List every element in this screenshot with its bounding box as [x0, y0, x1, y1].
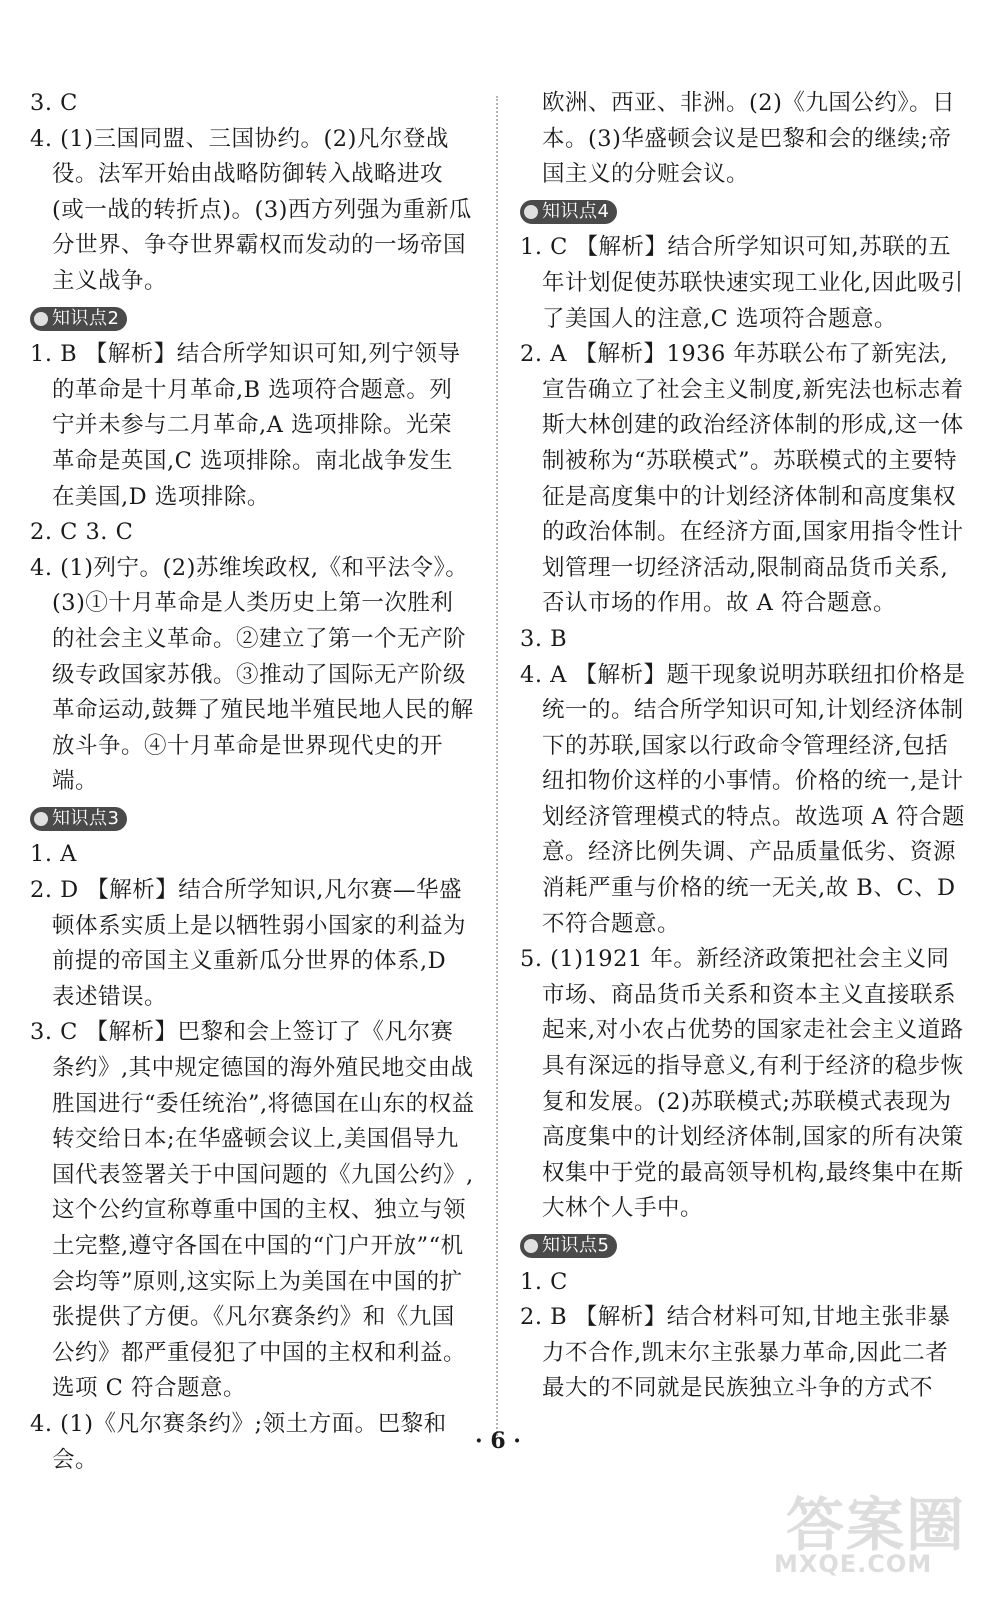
column-divider [496, 96, 498, 1436]
page-number: · 6 · [475, 1428, 521, 1454]
answer-item: 4. (1)列宁。(2)苏维埃政权,《和平法令》。(3)①十月革命是人类历史上第一次胜利的社会主义革命。②建立了第一个无产阶级专政国家苏俄。③推动了国际无产阶级革命运动,鼓舞了殖民地半殖民地人民的解放斗争。④十月革命是世界现代史的开端。 [30, 554, 474, 795]
answer-item: 1. B 【解析】结合所学知识可知,列宁领导的革命是十月革命,B 选项符合题意。列宁并未参与二月革命,A 选项排除。光荣革命是英国,C 选项排除。南北战争发生在美国,D 选项排除。 [30, 341, 461, 510]
badge-icon [34, 312, 48, 326]
watermark-logo [774, 1478, 974, 1588]
section-badge [30, 307, 127, 331]
badge-label: 知识点2 [52, 307, 120, 329]
answer-item: 2. C 3. C [30, 519, 134, 546]
answer-item: 4. (1)《凡尔赛条约》;领土方面。巴黎和会。 [30, 1410, 447, 1473]
badge-icon [34, 812, 48, 826]
section-badge [520, 200, 617, 224]
badge-icon [524, 1239, 538, 1253]
watermark-text: 答案圈 [786, 1491, 967, 1559]
section-badge [520, 1234, 617, 1258]
left-column [30, 86, 475, 1478]
answer-item: 2. B 【解析】结合材料可知,甘地主张非暴力不合作,凯末尔主张暴力革命,因此二者最大的不同就是民族独立斗争的方式不 [520, 1304, 951, 1402]
answer-item: 4. (1)三国同盟、三国协约。(2)凡尔登战役。法军开始由战略防御转入战略进攻(或一战的转折点)。(3)西方列强为重新瓜分世界、争夺世界霸权而发动的一场帝国主义战争。 [30, 125, 472, 294]
badge-icon [524, 205, 538, 219]
section-badge [30, 807, 127, 831]
answer-item: 4. A 【解析】题干现象说明苏联纽扣价格是统一的。结合所学知识可知,计划经济体制下的苏联,国家以行政命令管理经济,包括纽扣物价这样的小事情。价格的统一,是计划经济管理模式的特点。故选项 A 符合题意。经济比例失调、产品质量低劣、资源消耗严重与价格的统一无关,故 B、C、D 不符合题意。 [520, 661, 966, 937]
watermark-url: MXQE.COM [774, 1550, 933, 1578]
answer-item: 1. C 【解析】结合所学知识可知,苏联的五年计划促使苏联快速实现工业化,因此吸引了美国人的注意,C 选项符合题意。 [520, 234, 964, 332]
badge-label: 知识点3 [52, 807, 120, 829]
answer-item: 3. B [520, 625, 568, 652]
answer-item: 2. A 【解析】1936 年苏联公布了新宪法,宣告确立了社会主义制度,新宪法也标志着斯大林创建的政治经济体制的形成,这一体制被称为“苏联模式”。苏联模式的主要特征是高度集中的计划经济体制和高度集权的政治体制。在经济方面,国家用指令性计划管理一切经济活动,限制商品货币关系,否认市场的作用。故 A 符合题意。 [520, 341, 964, 617]
answer-item: 1. C [520, 1268, 568, 1295]
right-column [520, 86, 970, 1407]
badge-label: 知识点4 [542, 200, 610, 222]
answer-item: 3. C 【解析】巴黎和会上签订了《凡尔赛条约》,其中规定德国的海外殖民地交由战胜国进行“委任统治”,将德国在山东的权益转交给日本;在华盛顿会议上,美国倡导九国代表签署关于中国问题的《九国公约》,这个公约宣称尊重中国的主权、独立与领土完整,遵守各国在中国的“门户开放”“机会均等”原则,这实际上为美国在中国的扩张提供了方便。《凡尔赛条约》和《九国公约》都严重侵犯了中国的主权和利益。选项 C 符合题意。 [30, 1019, 475, 1402]
answer-item: 5. (1)1921 年。新经济政策把社会主义同市场、商品货币关系和资本主义直接联系起来,对小农占优势的国家走社会主义道路具有深远的指导意义,有利于经济的稳步恢复和发展。(2)苏联模式;苏联模式表现为高度集中的计划经济体制,国家的所有决策权集中于党的最高领导机构,最终集中在斯大林个人手中。 [520, 946, 964, 1222]
answer-item: 1. A [30, 841, 77, 868]
badge-label: 知识点5 [542, 1235, 610, 1256]
answer-item: 3. C [30, 90, 78, 116]
answer-item: 2. D 【解析】结合所学知识,凡尔赛—华盛顿体系实质上是以牺牲弱小国家的利益为前提的帝国主义重新瓜分世界的体系,D 表述错误。 [30, 877, 467, 1010]
answer-item: 欧洲、西亚、非洲。(2)《九国公约》。日本。(3)华盛顿会议是巴黎和会的继续;帝国主义的分赃会议。 [542, 90, 956, 188]
